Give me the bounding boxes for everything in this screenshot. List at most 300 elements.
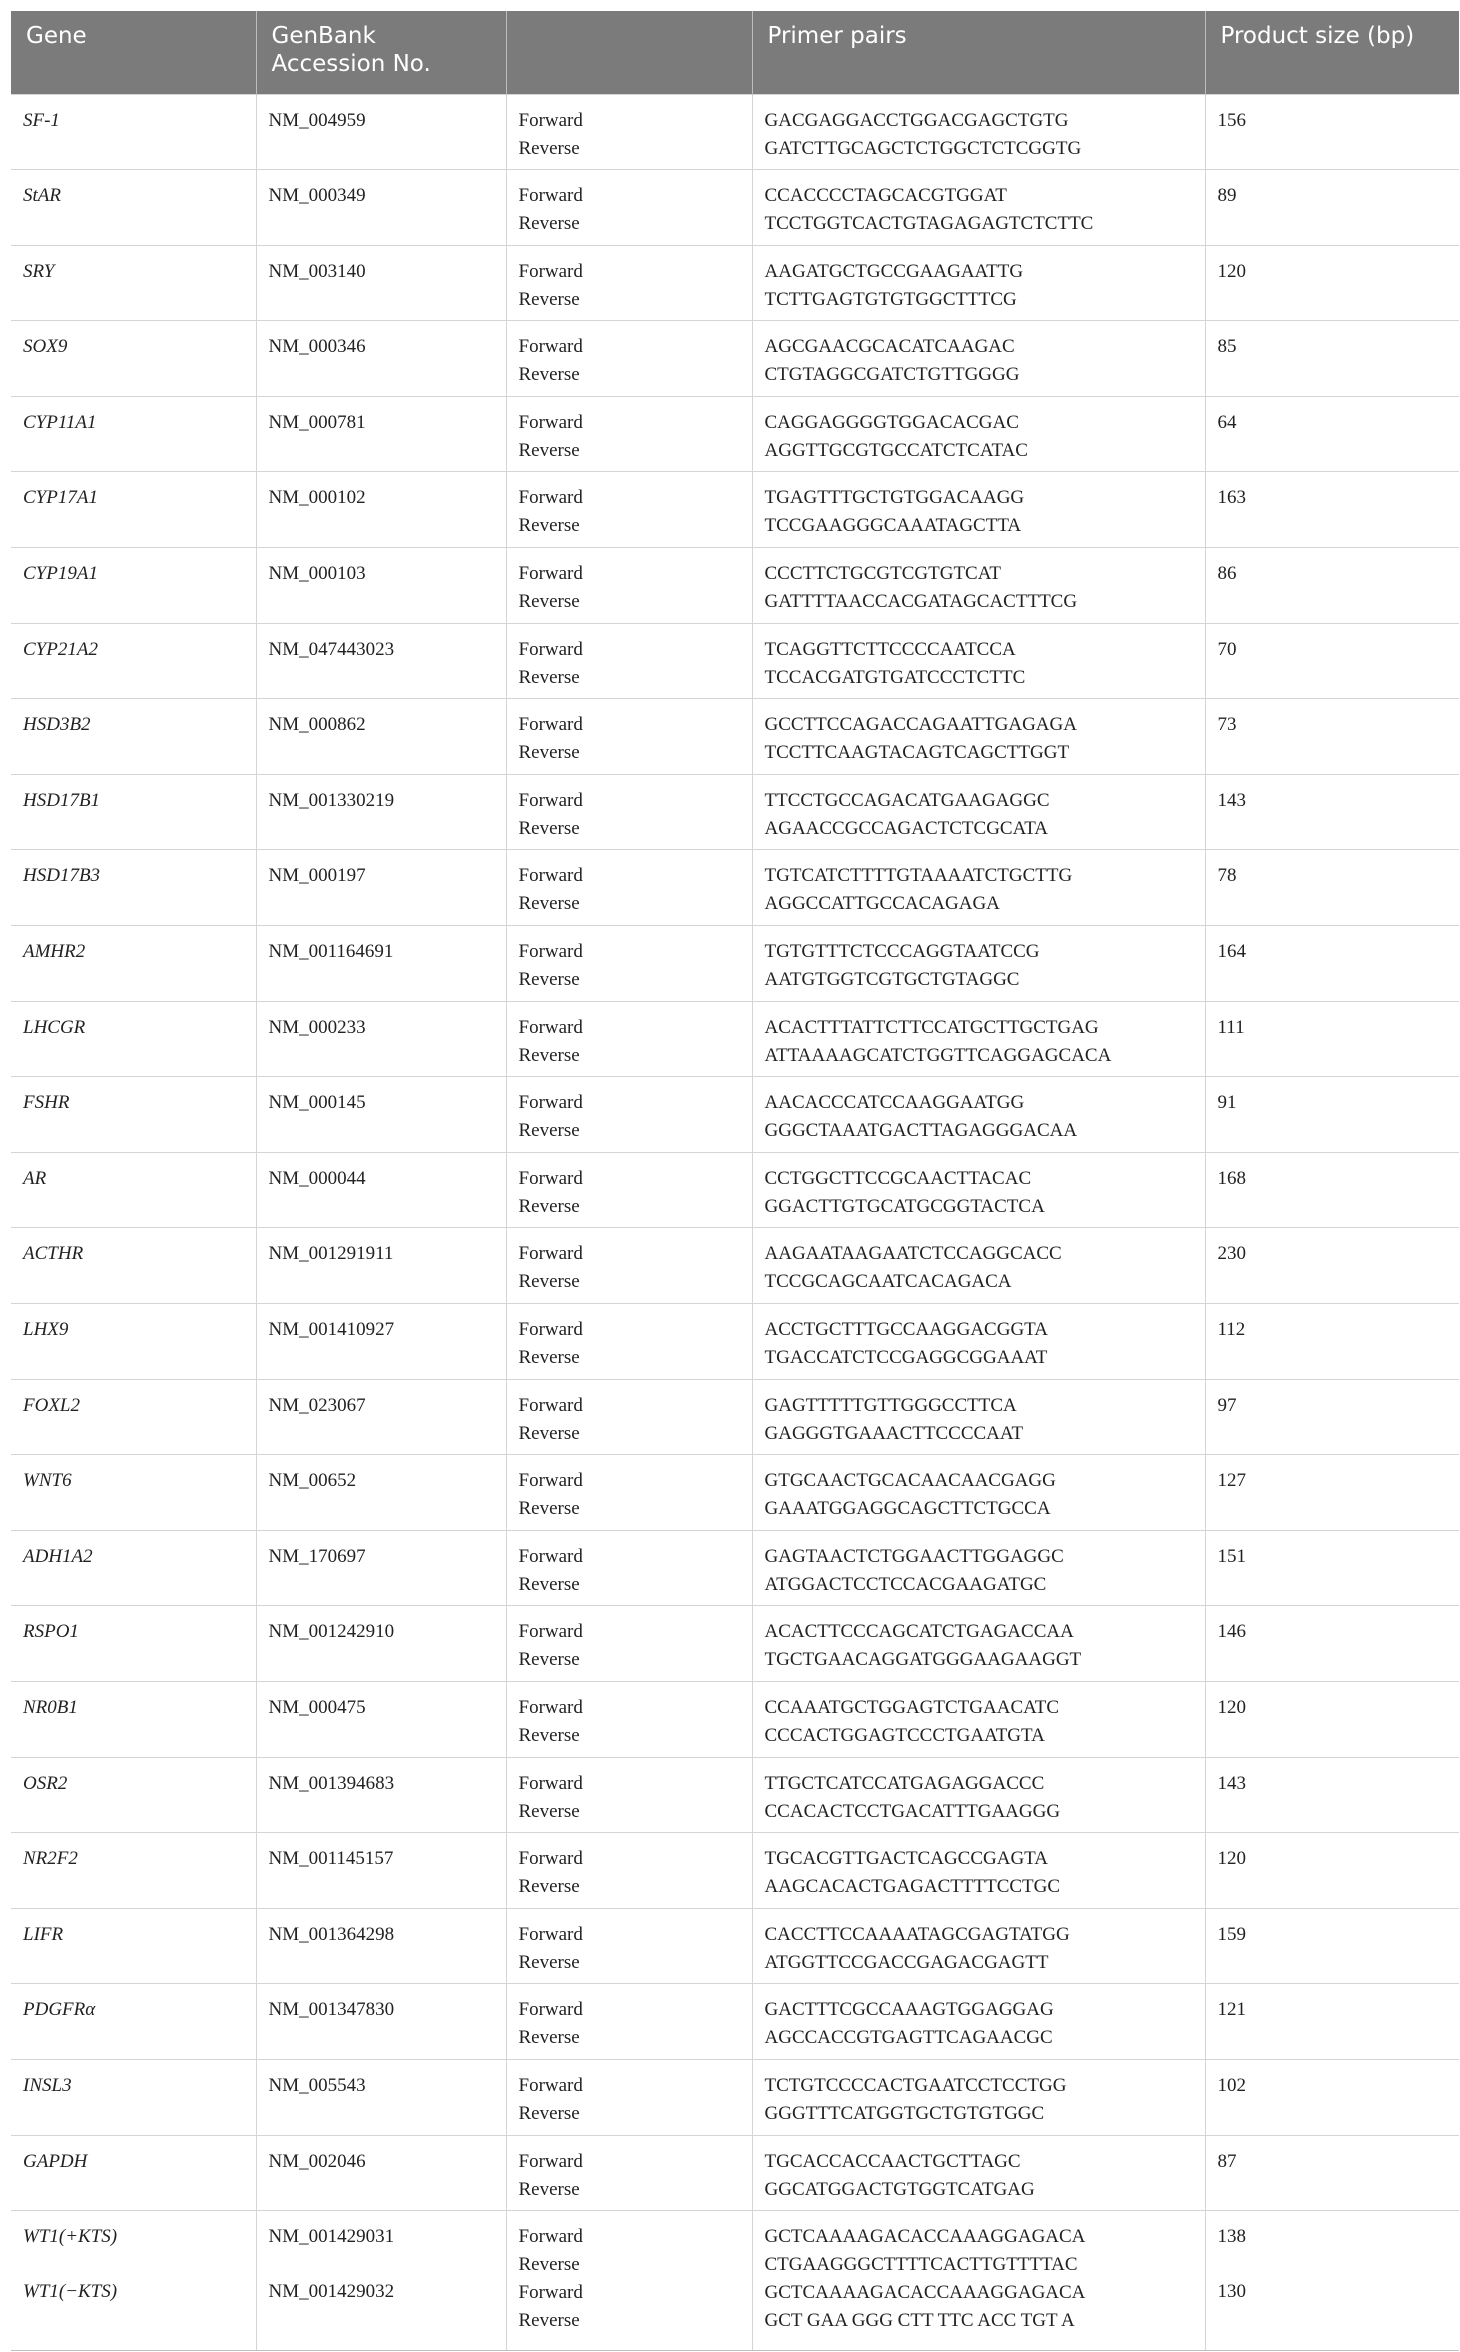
gene-cell — [11, 1908, 256, 1984]
accession-cell — [256, 472, 506, 548]
reverse-label: Reverse — [518, 2254, 580, 2276]
direction-cell — [506, 1908, 752, 1984]
gene-cell — [11, 1152, 256, 1228]
gene-name: INSL3 — [23, 2074, 72, 2096]
forward-primer: GACTTTCGCCAAAGTGGAGGAG — [764, 1999, 1054, 2021]
accession-cell — [256, 2059, 506, 2135]
reverse-primer: CTGAAGGGCTTTTCACTTGTTTTAC — [764, 2254, 1078, 2276]
accession-cell — [256, 926, 506, 1002]
gene-cell — [11, 774, 256, 850]
gene-name: NR0B1 — [23, 1696, 78, 1718]
product-size: 159 — [1217, 1923, 1246, 1945]
product-size: 85 — [1217, 336, 1237, 358]
direction-cell — [506, 1757, 752, 1833]
gene-name: WT1(−KTS) — [23, 2281, 118, 2303]
gene-cell — [11, 1681, 256, 1757]
header-primer-pairs: Primer pairs — [752, 11, 1205, 94]
gene-name: RSPO1 — [23, 1621, 79, 1643]
accession-number: NM_000349 — [268, 185, 366, 207]
gene-cell — [11, 94, 256, 170]
size-cell — [1205, 170, 1459, 246]
primer-cell — [752, 1304, 1205, 1380]
product-size: 64 — [1217, 411, 1237, 433]
accession-cell — [256, 1681, 506, 1757]
primer-cell — [752, 170, 1205, 246]
forward-label: Forward — [518, 2226, 583, 2248]
forward-label: Forward — [518, 1016, 583, 1038]
product-size: 143 — [1217, 789, 1246, 811]
reverse-label: Reverse — [518, 1573, 580, 1595]
gene-cell — [11, 2211, 256, 2351]
size-cell — [1205, 94, 1459, 170]
accession-number: NM_001164691 — [268, 941, 394, 963]
forward-primer: GTGCAACTGCACAACAACGAGG — [764, 1470, 1056, 1492]
gene-name: GAPDH — [23, 2150, 88, 2172]
forward-label: Forward — [518, 185, 583, 207]
accession-cell — [256, 1908, 506, 1984]
accession-number: NM_002046 — [268, 2150, 366, 2172]
accession-number: NM_047443023 — [268, 638, 395, 660]
forward-label: Forward — [518, 1243, 583, 1265]
direction-cell — [506, 926, 752, 1002]
gene-name: SOX9 — [23, 336, 68, 358]
size-cell — [1205, 1304, 1459, 1380]
reverse-label: Reverse — [518, 666, 580, 688]
table-row — [11, 1077, 1459, 1153]
table-row — [11, 1001, 1459, 1077]
gene-cell — [11, 1530, 256, 1606]
direction-cell — [506, 396, 752, 472]
primer-cell — [752, 2211, 1205, 2351]
gene-name: ACTHR — [23, 1243, 84, 1265]
size-cell — [1205, 699, 1459, 775]
gene-name: CYP19A1 — [23, 563, 98, 585]
direction-cell — [506, 321, 752, 397]
accession-number: NM_000781 — [268, 411, 366, 433]
reverse-primer: TCCGCAGCAATCACAGACA — [764, 1271, 1012, 1293]
reverse-primer: TGCTGAACAGGATGGGAAGAAGGT — [764, 1649, 1082, 1671]
accession-cell — [256, 321, 506, 397]
primer-cell — [752, 774, 1205, 850]
gene-name: PDGFRα — [23, 1999, 96, 2021]
gene-name: HSD3B2 — [23, 714, 91, 736]
gene-cell — [11, 623, 256, 699]
size-cell — [1205, 850, 1459, 926]
product-size: 112 — [1217, 1319, 1246, 1340]
product-size: 97 — [1217, 1394, 1237, 1416]
size-cell — [1205, 1757, 1459, 1833]
gene-cell — [11, 926, 256, 1002]
reverse-label: Reverse — [518, 515, 580, 537]
reverse-primer: GGACTTGTGCATGCGGTACTCA — [764, 1195, 1045, 1217]
primer-cell — [752, 245, 1205, 321]
table-row — [11, 1908, 1459, 1984]
accession-cell — [256, 1530, 506, 1606]
reverse-primer: GATCTTGCAGCTCTGGCTCTCGGTG — [764, 137, 1082, 159]
gene-name: NR2F2 — [23, 1848, 78, 1870]
reverse-label: Reverse — [518, 1800, 580, 1822]
size-cell — [1205, 1001, 1459, 1077]
gene-cell — [11, 1455, 256, 1531]
reverse-label: Reverse — [518, 137, 580, 159]
accession-number: NM_001410927 — [268, 1319, 395, 1340]
forward-primer: TGCACGTTGACTCAGCCGAGTA — [764, 1848, 1048, 1870]
forward-primer: AGCGAACGCACATCAAGAC — [764, 336, 1015, 358]
gene-name: StAR — [23, 185, 61, 207]
accession-cell — [256, 2211, 506, 2351]
reverse-label: Reverse — [518, 742, 580, 764]
table-row — [11, 1530, 1459, 1606]
forward-primer: TGAGTTTGCTGTGGACAAGG — [764, 487, 1025, 509]
primer-cell — [752, 2059, 1205, 2135]
size-cell — [1205, 1530, 1459, 1606]
gene-name: OSR2 — [23, 1772, 68, 1794]
gene-name: ADH1A2 — [23, 1545, 93, 1567]
gene-cell — [11, 245, 256, 321]
primer-cell — [752, 1077, 1205, 1153]
product-size: 111 — [1217, 1016, 1245, 1038]
header-row — [11, 11, 1459, 94]
primer-cell — [752, 926, 1205, 1002]
reverse-primer: GAGGGTGAAACTTCCCCAAT — [764, 1422, 1024, 1444]
accession-number: NM_001429031 — [268, 2226, 395, 2248]
product-size: 163 — [1217, 487, 1246, 509]
accession-number: NM_000233 — [268, 1016, 366, 1038]
product-size: 78 — [1217, 865, 1237, 887]
reverse-label: Reverse — [518, 1422, 580, 1444]
gene-name: WNT6 — [23, 1470, 72, 1492]
table-row — [11, 548, 1459, 624]
reverse-primer: ATGGTTCCGACCGAGACGAGTT — [764, 1951, 1049, 1973]
accession-cell — [256, 548, 506, 624]
direction-cell — [506, 1228, 752, 1304]
forward-label: Forward — [518, 2074, 583, 2096]
reverse-primer: AATGTGGTCGTGCTGTAGGC — [764, 969, 1020, 991]
direction-cell — [506, 699, 752, 775]
gene-name: LIFR — [23, 1923, 64, 1945]
gene-cell — [11, 1001, 256, 1077]
reverse-primer: AAGCACACTGAGACTTTTCCTGC — [764, 1876, 1061, 1898]
reverse-primer: ATGGACTCCTCCACGAAGATGC — [764, 1573, 1047, 1595]
primer-cell — [752, 1379, 1205, 1455]
reverse-label: Reverse — [518, 1951, 580, 1973]
direction-cell — [506, 94, 752, 170]
forward-label: Forward — [518, 487, 583, 509]
reverse-primer: GGCATGGACTGTGGTCATGAG — [764, 2178, 1035, 2200]
size-cell — [1205, 245, 1459, 321]
accession-cell — [256, 170, 506, 246]
gene-name: FOXL2 — [23, 1394, 80, 1416]
primer-cell — [752, 321, 1205, 397]
accession-cell — [256, 1833, 506, 1909]
forward-label: Forward — [518, 1999, 583, 2021]
reverse-label: Reverse — [518, 288, 580, 310]
forward-primer: TTGCTCATCCATGAGAGGACCC — [764, 1772, 1045, 1794]
accession-number: NM_001145157 — [268, 1848, 394, 1870]
accession-number: NM_001242910 — [268, 1621, 395, 1643]
size-cell — [1205, 774, 1459, 850]
gene-name: CYP11A1 — [23, 411, 97, 433]
gene-name: FSHR — [23, 1092, 70, 1114]
table-row — [11, 1228, 1459, 1304]
primer-cell — [752, 623, 1205, 699]
reverse-label: Reverse — [518, 1876, 580, 1898]
accession-number: NM_001291911 — [268, 1243, 394, 1265]
reverse-primer: TCCTGGTCACTGTAGAGAGTCTCTTC — [764, 213, 1094, 235]
table-row — [11, 321, 1459, 397]
primer-cell — [752, 94, 1205, 170]
table-row — [11, 1833, 1459, 1909]
product-size: 130 — [1217, 2281, 1246, 2303]
forward-primer: CACCTTCCAAAATAGCGAGTATGG — [764, 1923, 1070, 1945]
forward-label: Forward — [518, 865, 583, 887]
product-size: 120 — [1217, 1696, 1246, 1718]
gene-cell — [11, 1984, 256, 2060]
product-size: 151 — [1217, 1545, 1246, 1567]
forward-label: Forward — [518, 563, 583, 585]
product-size: 168 — [1217, 1167, 1246, 1189]
size-cell — [1205, 1379, 1459, 1455]
forward-primer: ACACTTTATTCTTCCATGCTTGCTGAG — [764, 1016, 1099, 1038]
product-size: 86 — [1217, 563, 1237, 585]
product-size: 230 — [1217, 1243, 1246, 1265]
forward-label: Forward — [518, 1167, 583, 1189]
gene-cell — [11, 396, 256, 472]
table-row — [11, 1984, 1459, 2060]
table-row — [11, 170, 1459, 246]
table-row — [11, 472, 1459, 548]
forward-primer: CCACCCCTAGCACGTGGAT — [764, 185, 1007, 207]
reverse-label: Reverse — [518, 893, 580, 915]
accession-number: NM_000103 — [268, 563, 366, 585]
forward-primer: AACACCCATCCAAGGAATGG — [764, 1092, 1025, 1114]
gene-name: CYP21A2 — [23, 638, 98, 660]
table-row — [11, 1152, 1459, 1228]
reverse-primer: TCCTTCAAGTACAGTCAGCTTGGT — [764, 742, 1070, 764]
table-row — [11, 1757, 1459, 1833]
direction-cell — [506, 548, 752, 624]
primer-table — [11, 11, 1459, 2351]
gene-cell — [11, 1077, 256, 1153]
accession-cell — [256, 1001, 506, 1077]
size-cell — [1205, 2059, 1459, 2135]
product-size: 87 — [1217, 2150, 1237, 2172]
primer-cell — [752, 1681, 1205, 1757]
gene-cell — [11, 548, 256, 624]
reverse-primer: CTGTAGGCGATCTGTTGGGG — [764, 364, 1020, 386]
direction-cell — [506, 170, 752, 246]
accession-cell — [256, 1984, 506, 2060]
table-row — [11, 2059, 1459, 2135]
forward-primer: GACGAGGACCTGGACGAGCTGTG — [764, 109, 1069, 131]
product-size: 89 — [1217, 185, 1237, 207]
direction-cell — [506, 623, 752, 699]
accession-number: NM_001394683 — [268, 1772, 395, 1794]
accession-cell — [256, 850, 506, 926]
product-size: 91 — [1217, 1092, 1237, 1114]
size-cell — [1205, 2211, 1459, 2351]
header-direction — [506, 11, 752, 94]
accession-cell — [256, 699, 506, 775]
reverse-label: Reverse — [518, 1649, 580, 1671]
direction-cell — [506, 1984, 752, 2060]
reverse-label: Reverse — [518, 969, 580, 991]
table-row — [11, 1304, 1459, 1380]
gene-name: LHCGR — [23, 1016, 86, 1038]
accession-cell — [256, 623, 506, 699]
forward-label: Forward — [518, 1923, 583, 1945]
forward-label: Forward — [518, 1470, 583, 1492]
accession-cell — [256, 94, 506, 170]
direction-cell — [506, 2135, 752, 2211]
size-cell — [1205, 1681, 1459, 1757]
size-cell — [1205, 548, 1459, 624]
gene-name: AR — [23, 1167, 47, 1189]
forward-primer: GAGTAACTCTGGAACTTGGAGGC — [764, 1545, 1064, 1567]
forward-label: Forward — [518, 260, 583, 282]
size-cell — [1205, 1228, 1459, 1304]
primer-cell — [752, 1001, 1205, 1077]
accession-number: NM_001364298 — [268, 1923, 395, 1945]
accession-cell — [256, 1077, 506, 1153]
table-row — [11, 1379, 1459, 1455]
direction-cell — [506, 850, 752, 926]
primer-cell — [752, 1606, 1205, 1682]
primer-cell — [752, 1833, 1205, 1909]
accession-cell — [256, 1304, 506, 1380]
gene-cell — [11, 321, 256, 397]
reverse-primer: AGGTTGCGTGCCATCTCATAC — [764, 439, 1028, 461]
table-row — [11, 1606, 1459, 1682]
header-product-size: Product size (bp) — [1205, 11, 1459, 94]
size-cell — [1205, 1908, 1459, 1984]
reverse-label: Reverse — [518, 2310, 580, 2332]
table-row — [11, 1681, 1459, 1757]
accession-number: NM_00652 — [268, 1470, 357, 1492]
direction-cell — [506, 472, 752, 548]
accession-number: NM_003140 — [268, 260, 366, 282]
product-size: 73 — [1217, 714, 1237, 736]
table-row — [11, 2135, 1459, 2211]
reverse-primer: GGGTTTCATGGTGCTGTGTGGC — [764, 2102, 1045, 2124]
forward-primer: GCCTTCCAGACCAGAATTGAGAGA — [764, 714, 1077, 736]
accession-cell — [256, 774, 506, 850]
direction-cell — [506, 1530, 752, 1606]
accession-number: NM_000102 — [268, 487, 366, 509]
accession-number: NM_000044 — [268, 1167, 366, 1189]
accession-cell — [256, 1228, 506, 1304]
forward-label: Forward — [518, 2150, 583, 2172]
product-size: 102 — [1217, 2074, 1246, 2096]
product-size: 164 — [1217, 941, 1246, 963]
reverse-label: Reverse — [518, 1271, 580, 1293]
direction-cell — [506, 774, 752, 850]
gene-cell — [11, 850, 256, 926]
gene-cell — [11, 1606, 256, 1682]
forward-primer: GAGTTTTTGTTGGGCCTTCA — [764, 1394, 1017, 1416]
reverse-label: Reverse — [518, 1195, 580, 1217]
accession-number: NM_000197 — [268, 865, 366, 887]
table-body — [11, 94, 1459, 2351]
gene-cell — [11, 472, 256, 548]
forward-label: Forward — [518, 2282, 583, 2304]
product-size: 138 — [1217, 2226, 1246, 2248]
reverse-primer: TCTTGAGTGTGTGGCTTTCG — [764, 288, 1017, 310]
size-cell — [1205, 321, 1459, 397]
reverse-label: Reverse — [518, 1347, 580, 1368]
size-cell — [1205, 926, 1459, 1002]
direction-cell — [506, 1455, 752, 1531]
primer-cell — [752, 1757, 1205, 1833]
forward-label: Forward — [518, 714, 583, 736]
forward-label: Forward — [518, 1848, 583, 1870]
forward-primer: ACACTTCCCAGCATCTGAGACCAA — [764, 1621, 1074, 1643]
direction-cell — [506, 1379, 752, 1455]
forward-label: Forward — [518, 1696, 583, 1718]
gene-name: HSD17B3 — [23, 865, 101, 887]
gene-cell — [11, 1379, 256, 1455]
forward-label: Forward — [518, 109, 583, 131]
accession-number: NM_000145 — [268, 1092, 366, 1114]
reverse-label: Reverse — [518, 817, 580, 839]
direction-cell — [506, 2059, 752, 2135]
table-row-wt1 — [11, 2211, 1459, 2351]
size-cell — [1205, 1833, 1459, 1909]
accession-number: NM_001429032 — [268, 2281, 395, 2303]
accession-number: NM_000346 — [268, 336, 366, 358]
forward-label: Forward — [518, 1545, 583, 1567]
primer-cell — [752, 2135, 1205, 2211]
size-cell — [1205, 1455, 1459, 1531]
accession-cell — [256, 2135, 506, 2211]
gene-cell — [11, 2135, 256, 2211]
size-cell — [1205, 1077, 1459, 1153]
forward-label: Forward — [518, 336, 583, 358]
gene-cell — [11, 1228, 256, 1304]
forward-primer: CCTGGCTTCCGCAACTTACAC — [764, 1167, 1032, 1189]
primer-cell — [752, 1228, 1205, 1304]
product-size: 156 — [1217, 109, 1246, 131]
direction-cell — [506, 1833, 752, 1909]
accession-number: NM_023067 — [268, 1394, 366, 1416]
primer-cell — [752, 548, 1205, 624]
gene-name: HSD17B1 — [23, 789, 101, 811]
table-row — [11, 94, 1459, 170]
accession-number: NM_170697 — [268, 1545, 366, 1567]
product-size: 127 — [1217, 1470, 1246, 1492]
forward-primer: AAGAATAAGAATCTCCAGGCACC — [764, 1243, 1062, 1265]
primer-cell — [752, 699, 1205, 775]
accession-number: NM_004959 — [268, 109, 366, 131]
reverse-label: Reverse — [518, 213, 580, 235]
reverse-label: Reverse — [518, 2102, 580, 2124]
primer-cell — [752, 1152, 1205, 1228]
forward-label: Forward — [518, 941, 583, 963]
header-accession: GenBank Accession No. — [256, 11, 506, 94]
table-row — [11, 850, 1459, 926]
primer-cell — [752, 1455, 1205, 1531]
forward-label: Forward — [518, 1319, 583, 1340]
reverse-label: Reverse — [518, 2178, 580, 2200]
gene-cell — [11, 1304, 256, 1380]
product-size: 143 — [1217, 1772, 1246, 1794]
direction-cell — [506, 245, 752, 321]
gene-cell — [11, 170, 256, 246]
table-row — [11, 774, 1459, 850]
reverse-label: Reverse — [518, 1724, 580, 1746]
forward-primer: TGTCATCTTTTGTAAAATCTGCTTG — [764, 865, 1073, 887]
forward-primer: GCTCAAAAGACACCAAAGGAGACA — [764, 2226, 1086, 2248]
